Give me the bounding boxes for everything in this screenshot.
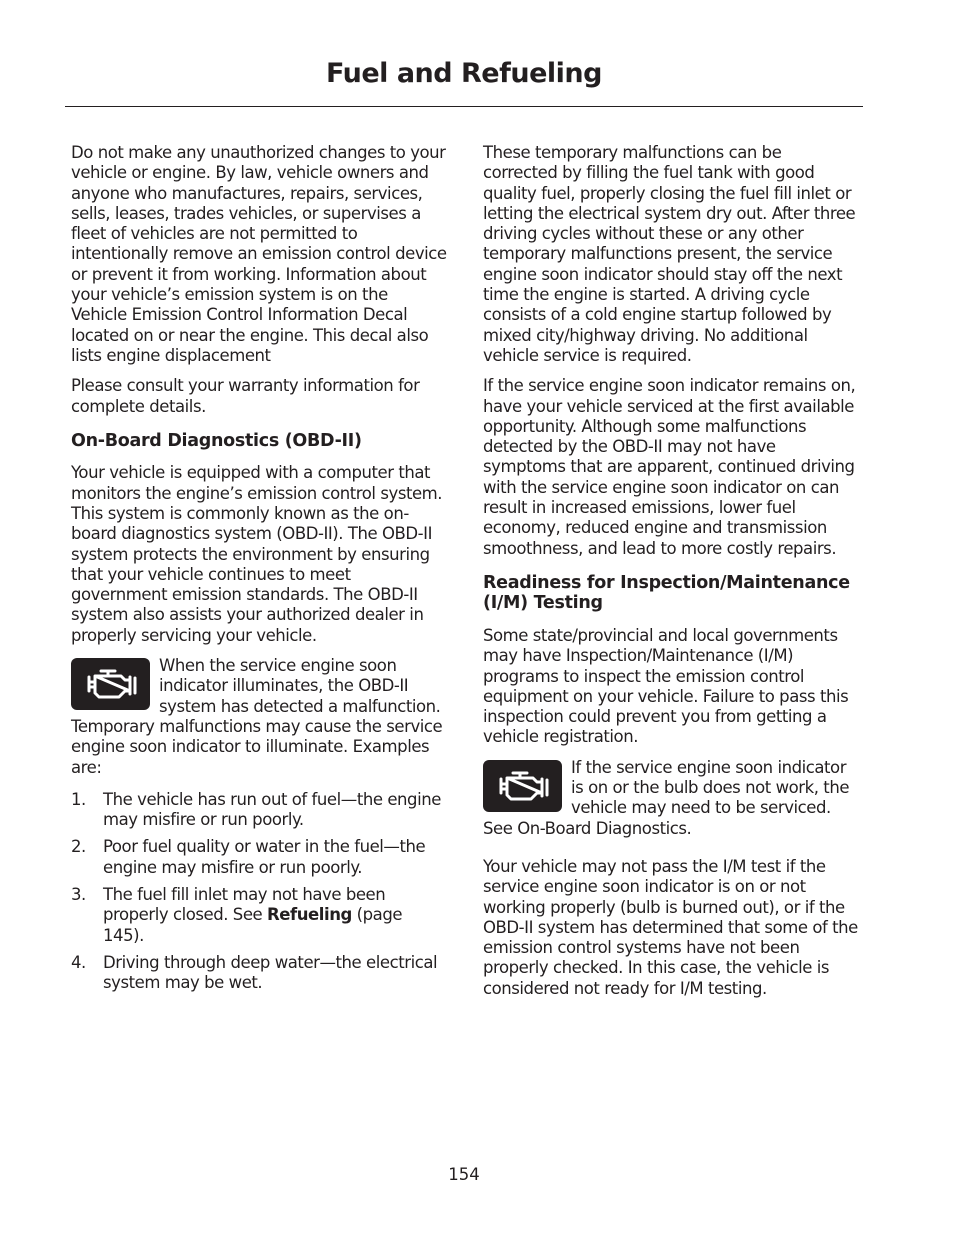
obd-description-paragraph: Your vehicle is equipped with a computer that monitors the engine’s emission control system. This system is commonly known as the on-board diagnostics system (OBD-II). The OBD-II system protects the environment by ensuring that your vehicle continues to meet government emission standards. The OBD-II system also assists your authorized dealer in properly servicing your vehicle. <box>71 463 443 645</box>
obd-heading: On-Board Diagnostics (OBD-II) <box>71 430 362 451</box>
list-item: 3. The fuel fill inlet may not have been properly closed. See Refueling (page 145). <box>71 885 403 945</box>
check-engine-icon <box>483 760 562 812</box>
indicator-remains-on-paragraph: If the service engine soon indicator remains on, have your vehicle serviced at the first available opportunity. Although some malfunctions detected by the OBD-II may not have symptoms that are apparent, continued driving with the service engine soon indicator on can result in increased emissions, lower fuel economy, reduced engine and transmission smoothness, and lead to more costly repairs. <box>483 376 856 558</box>
im-test-paragraph: Your vehicle may not pass the I/M test if the service engine soon indicator is on or not working properly (bulb is burned out), or if the OBD-II system has determined that some of the emission control systems have not been properly checked. In this case, the vehicle is considered not ready for I/M testing. <box>483 856 858 998</box>
emission-law-paragraph: Do not make any unauthorized changes to your vehicle or engine. By law, vehicle owners and anyone who manufactures, repairs, services, sells, leases, trades vehicles, or supervises a fleet of vehicles are not permitted to intentionally remove an emission control device or prevent it from working. Information about your vehicle’s emission system is on the Vehicle Emission Control Information Decal located on or near the engine. This decal also lists engine displacement <box>71 143 447 365</box>
engine-indicator-text: When the service engine soon indicator illuminates, the OBD-II system has detected a malfunction. Temporary malfunctions may cause the service engine soon indicator to illuminate. Examples are: <box>71 656 443 777</box>
readiness-heading: Readiness for Inspection/Maintenance (I/M) Testing <box>483 572 850 614</box>
engine-indicator-note <box>71 656 447 778</box>
engine-indicator-note <box>483 758 859 839</box>
list-item: 2. Poor fuel quality or water in the fuel—the engine may misfire or run poorly. <box>71 837 426 877</box>
temporary-malfunctions-paragraph: These temporary malfunctions can be corrected by filling the fuel tank with good quality fuel, properly closing the fuel fill inlet or letting the electrical system dry out. After three driving cycles without these or any other temporary malfunctions present, the service engine soon indicator should stay off the next time the engine is started. A driving cycle consists of a cold engine startup followed by mixed city/highway driving. No additional vehicle service is required. <box>483 143 856 365</box>
engine-indicator-text: If the service engine soon indicator is on or the bulb does not work, the vehicle may need to be serviced. See On-Board Diagnostics. <box>483 757 850 838</box>
page-number: 154 <box>448 1165 480 1184</box>
warranty-paragraph: Please consult your warranty information for complete details. <box>71 376 420 416</box>
list-item: 1. The vehicle has run out of fuel—the engine may misfire or run poorly. <box>71 789 441 830</box>
left-column <box>71 143 447 1000</box>
check-engine-icon <box>71 658 150 710</box>
malfunction-examples-list <box>71 790 447 994</box>
refueling-link[interactable]: Refueling <box>267 905 352 925</box>
im-programs-paragraph: Some state/provincial and local governments may have Inspection/Maintenance (I/M) programs to inspect the emission control equipment on your vehicle. Failure to pass this inspection could prevent you from getting a vehicle registration. <box>483 625 849 747</box>
right-column <box>483 143 859 1009</box>
list-item: 4. Driving through deep water—the electrical system may be wet. <box>71 952 438 993</box>
page-title: Fuel and Refueling <box>326 58 602 89</box>
title-divider <box>65 106 863 107</box>
